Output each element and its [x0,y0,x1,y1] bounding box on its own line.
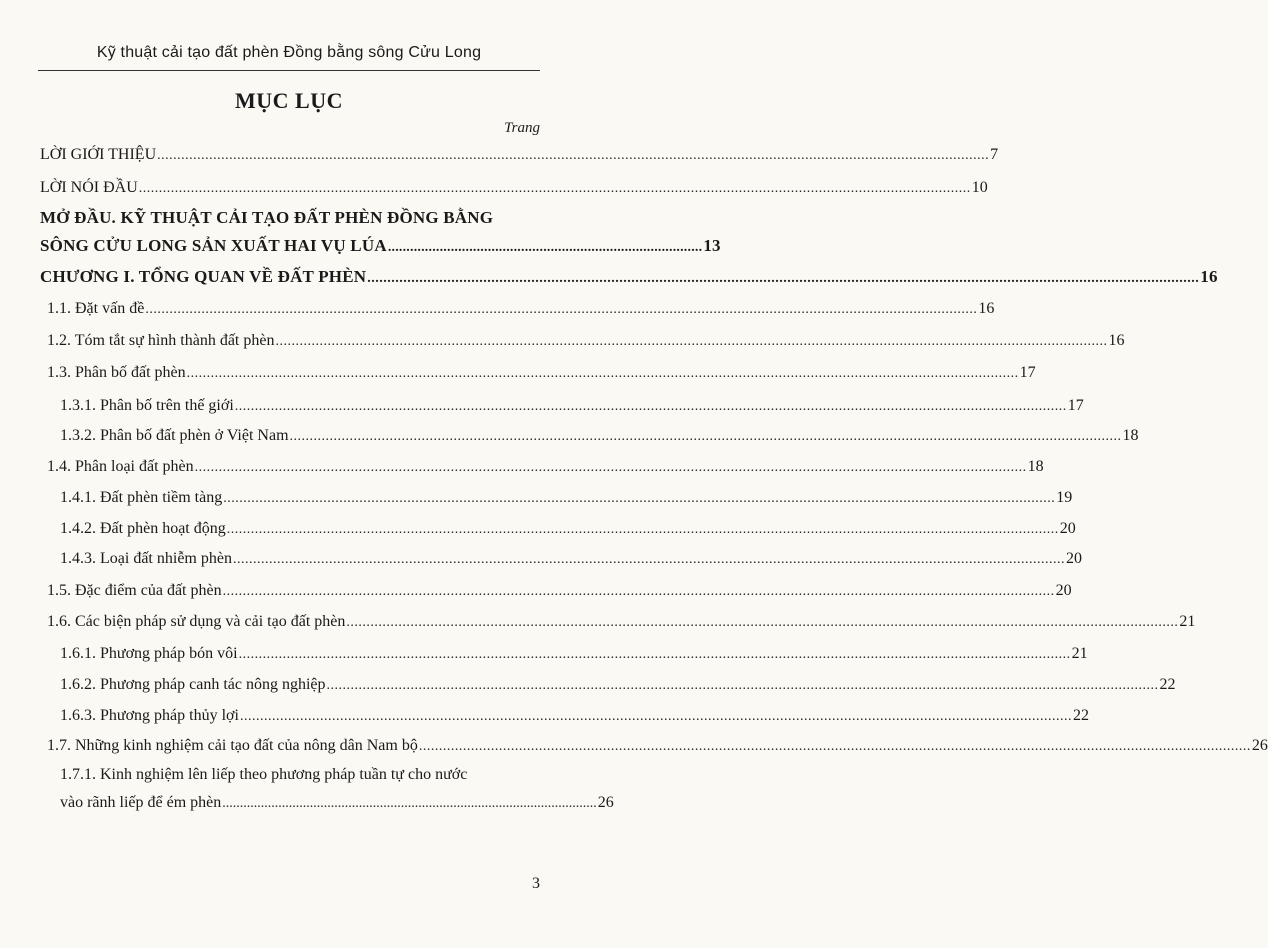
toc-entry-label: 1.6. Các biện pháp sử dụng và cải tạo đất phèn [47,613,346,630]
toc-entry-loi-noi-dau[interactable] [40,179,988,197]
toc-entry-label: 1.4.3. Loại đất nhiễm phèn [60,550,232,567]
leader-dots [227,522,1059,538]
toc-entry-label-line1: 1.7.1. Kinh nghiệm lên liếp theo phương pháp tuần tự cho nước [60,766,468,783]
toc-entry-label: LỜI GIỚI THIỆU [40,146,157,163]
leader-dots [187,366,1019,382]
toc-entry-1-7-1[interactable] [60,766,614,812]
leader-dots [235,399,1067,415]
toc-entry-label: 1.3.2. Phân bố đất phèn ở Việt Nam [60,427,289,444]
toc-entry-page: 22 [1159,676,1176,693]
toc-entry-1-4-1[interactable] [60,489,1073,507]
toc-entry-1-5[interactable] [47,582,1072,600]
toc-entry-1-4[interactable] [47,458,1044,476]
leader-dots [195,460,1027,476]
toc-entry-label: 1.6.3. Phương pháp thủy lợi [60,707,239,724]
leader-dots [145,302,977,318]
toc-entry-label: LỜI NÓI ĐẦU [40,179,138,196]
toc-entry-page: 7 [990,146,999,163]
toc-entry-1-6[interactable] [47,613,1196,631]
toc-entry-1-2[interactable] [47,332,1125,350]
toc-entry-label: 1.4. Phân loại đất phèn [47,458,194,475]
toc-entry-page: 20 [1055,582,1072,599]
toc-entry-page: 10 [971,179,988,196]
toc-entry-page: 17 [1019,364,1036,381]
toc-title: MỤC LỤC [235,88,343,113]
leader-dots [419,739,1251,755]
toc-entry-label-line2: vào rãnh liếp để ém phèn [60,794,222,811]
toc-entry-page: 18 [1027,458,1044,475]
toc-entry-label: 1.1. Đặt vấn đề [47,300,145,317]
toc-entry-label: 1.6.1. Phương pháp bón vôi [60,645,238,662]
toc-entry-chuong-1[interactable] [40,267,1218,287]
toc-entry-label-line2: SÔNG CỬU LONG SẢN XUẤT HAI VỤ LÚA [40,236,387,255]
toc-entry-page: 18 [1122,427,1139,444]
toc-entry-label-line1: MỞ ĐẦU. KỸ THUẬT CẢI TẠO ĐẤT PHÈN ĐỒNG BẰNG [40,208,494,227]
leader-dots [233,552,1065,568]
leader-dots [223,584,1055,600]
leader-dots: ........................................................................................................... [222,796,597,811]
toc-entry-mo-dau[interactable] [40,208,721,256]
toc-entry-page: 17 [1067,397,1084,414]
leader-dots [240,709,1072,725]
page-number: 3 [532,875,540,892]
leader-dots: ..................................................................................... [387,240,703,255]
toc-entry-1-1[interactable] [47,300,995,318]
leader-dots [239,647,1071,663]
toc-entry-1-3-2[interactable] [60,427,1139,445]
toc-entry-page: 22 [1072,707,1089,724]
toc-entry-page: 13 [703,236,721,255]
toc-entry-label: 1.4.2. Đất phèn hoạt động [60,520,226,537]
toc-entry-label: 1.3. Phân bố đất phèn [47,364,186,381]
toc-entry-label: 1.5. Đặc điểm của đất phèn [47,582,222,599]
toc-entry-page: 16 [978,300,995,317]
toc-entry-1-4-3[interactable] [60,550,1082,568]
toc-entry-1-6-2[interactable] [60,676,1176,694]
leader-dots [139,181,971,197]
toc-entry-page: 16 [1200,267,1218,286]
toc-entry-1-6-1[interactable] [60,645,1088,663]
leader-dots [157,148,989,164]
toc-entry-1-3[interactable] [47,364,1036,382]
toc-entry-page: 16 [1108,332,1125,349]
leader-dots [290,429,1122,445]
leader-dots [327,678,1159,694]
leader-dots [275,334,1107,350]
toc-entry-label: 1.7. Những kinh nghiệm cải tạo đất của nông dân Nam bộ [47,737,418,754]
toc-entry-page: 21 [1179,613,1196,630]
toc-entry-page: 20 [1065,550,1082,567]
leader-dots [346,615,1178,631]
toc-entry-page: 20 [1059,520,1076,537]
header-rule [38,70,540,71]
toc-entry-1-7[interactable] [47,737,1268,755]
toc-entry-label: 1.2. Tóm tắt sự hình thành đất phèn [47,332,275,349]
leader-dots [367,271,1199,287]
toc-entry-label: 1.3.1. Phân bố trên thế giới [60,397,234,414]
toc-entry-page: 21 [1071,645,1088,662]
toc-entry-1-6-3[interactable] [60,707,1089,725]
toc-entry-label: 1.4.1. Đất phèn tiềm tàng [60,489,223,506]
toc-entry-1-4-2[interactable] [60,520,1076,538]
leader-dots [223,491,1055,507]
toc-entry-label: 1.6.2. Phương pháp canh tác nông nghiệp [60,676,326,693]
toc-entry-loi-gioi-thieu[interactable] [40,146,999,164]
toc-entry-page: 26 [597,794,614,811]
toc-entry-1-3-1[interactable] [60,397,1084,415]
toc-entry-page: 26 [1251,737,1268,754]
running-header: Kỹ thuật cải tạo đất phèn Đồng bằng sông Cửu Long [96,44,482,61]
toc-entry-label: CHƯƠNG I. TỔNG QUAN VỀ ĐẤT PHÈN [40,267,367,286]
toc-entry-page: 19 [1056,489,1073,506]
page-column-label: Trang [504,120,540,136]
